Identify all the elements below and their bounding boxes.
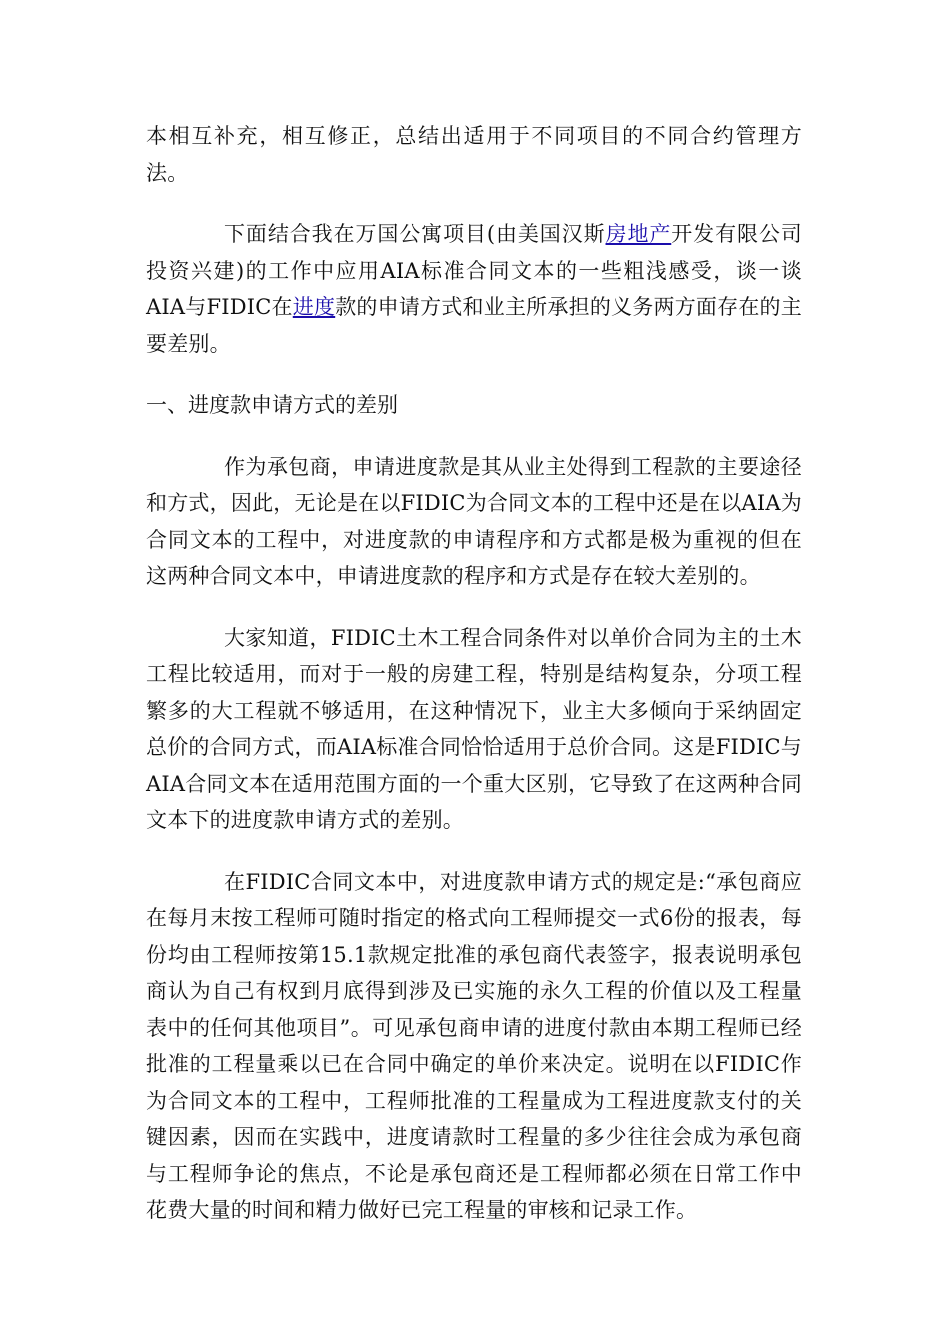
paragraph-text: 本相互补充，相互修正，总结出适用于不同项目的不同合约管理方法。 — [146, 124, 802, 185]
paragraph-text: 大家知道，FIDIC土木工程合同条件对以单价合同为主的土木工程比较适用，而对于一般的房建工程，特别是结构复杂，分项工程繁多的大工程就不够适用，在这种情况下，业主大多倾向于采纳固定总价的合同方式，而AIA标准合同恰恰适用于总价合同。这是FIDIC与AIA合同文本在适用范围方面的一个重大区别，它导致了在这两种合同文本下的进度款申请方式的差别。 — [146, 625, 802, 832]
paragraph-text: 款的申请方式和业主所承担的义务两方面存在的主要差别。 — [146, 295, 802, 356]
section-heading — [146, 387, 802, 424]
link-real-estate[interactable]: 房地产 — [605, 222, 672, 246]
paragraph-2 — [146, 216, 802, 362]
paragraph-text: 在FIDIC合同文本中，对进度款申请方式的规定是:“承包商应在每月末按工程师可随时指定的格式向工程师提交一式6份的报表，每份均由工程师按第15.1款规定批准的承包商代表签字，报表说明承包商认为自己有权到月底得到涉及已实施的永久工程的价值以及工程量表中的任何其他项目”。可见承包商申请的进度付款由本期工程师已经批准的工程量乘以已在合同中确定的单价来决定。说明在以FIDIC作为合同文本的工程中，工程师批准的工程量成为工程进度款支付的关键因素，因而在实践中，进度请款时工程量的多少往往会成为承包商与工程师争论的焦点，不论是承包商还是工程师都必须在日常工作中花费大量的时间和精力做好已完工程量的审核和记录工作。 — [146, 869, 802, 1222]
heading-text: 一、进度款申请方式的差别 — [146, 393, 398, 417]
document-body — [146, 118, 802, 1254]
link-progress[interactable]: 进度 — [292, 295, 336, 319]
paragraph-text: 下面结合我在万国公寓项目(由美国汉斯 — [224, 222, 606, 246]
paragraph-1 — [146, 118, 802, 191]
paragraph-4 — [146, 620, 802, 839]
paragraph-text: 作为承包商，申请进度款是其从业主处得到工程款的主要途径和方式，因此，无论是在以FIDIC为合同文本的工程中还是在以AIA为合同文本的工程中，对进度款的申请程序和方式都是极为重视的但在这两种合同文本中，申请进度款的程序和方式是存在较大差别的。 — [146, 454, 802, 588]
paragraph-5 — [146, 864, 802, 1229]
paragraph-text: 开发有限公司投资兴建)的工作中应用AIA标准合同文本的一些粗浅感受，谈一谈AIA与FIDIC在 — [146, 222, 803, 319]
paragraph-3 — [146, 449, 802, 595]
